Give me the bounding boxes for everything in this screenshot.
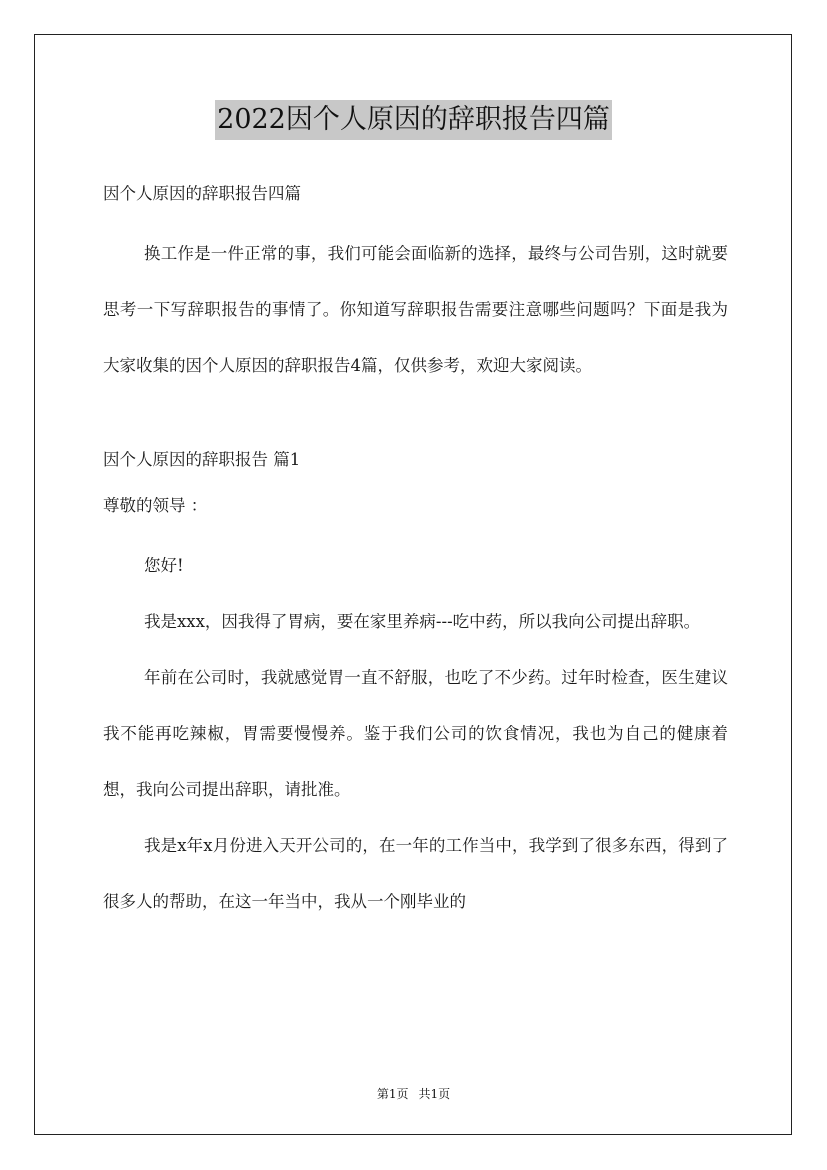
greeting: 您好!	[144, 556, 184, 575]
intro-paragraph: 换工作是一件正常的事，我们可能会面临新的选择，最终与公司告别，这时就要思考一下写辞职报告的事情了。你知道写辞职报告需要注意哪些问题吗？下面是我为大家收集的因个人原因的辞职报告4篇，仅供参考，欢迎大家阅读。	[103, 244, 728, 375]
page-total: 共1页	[418, 1087, 451, 1101]
salutation: 尊敬的领导 ：	[103, 496, 208, 515]
page-number: 第1页	[376, 1087, 409, 1101]
title-container	[0, 100, 827, 140]
document-body	[103, 176, 728, 930]
body-paragraph: 我是x年x月份进入天开公司的，在一年的工作当中，我学到了很多东西，得到了很多人的帮助，在这一年当中，我从一个刚毕业的	[103, 836, 728, 911]
section-heading: 因个人原因的辞职报告 篇1	[103, 450, 301, 469]
body-paragraph: 我是xxx，因我得了胃病，要在家里养病---吃中药，所以我向公司提出辞职。	[144, 612, 701, 631]
document-subtitle: 因个人原因的辞职报告四篇	[103, 184, 301, 203]
body-paragraph: 年前在公司时，我就感觉胃一直不舒服，也吃了不少药。过年时检查，医生建议我不能再吃辣椒，胃需要慢慢养。鉴于我们公司的饮食情况，我也为自己的健康着想，我向公司提出辞职，请批准。	[103, 668, 728, 799]
page-footer	[0, 1085, 827, 1102]
document-title: 2022因个人原因的辞职报告四篇	[215, 100, 612, 140]
